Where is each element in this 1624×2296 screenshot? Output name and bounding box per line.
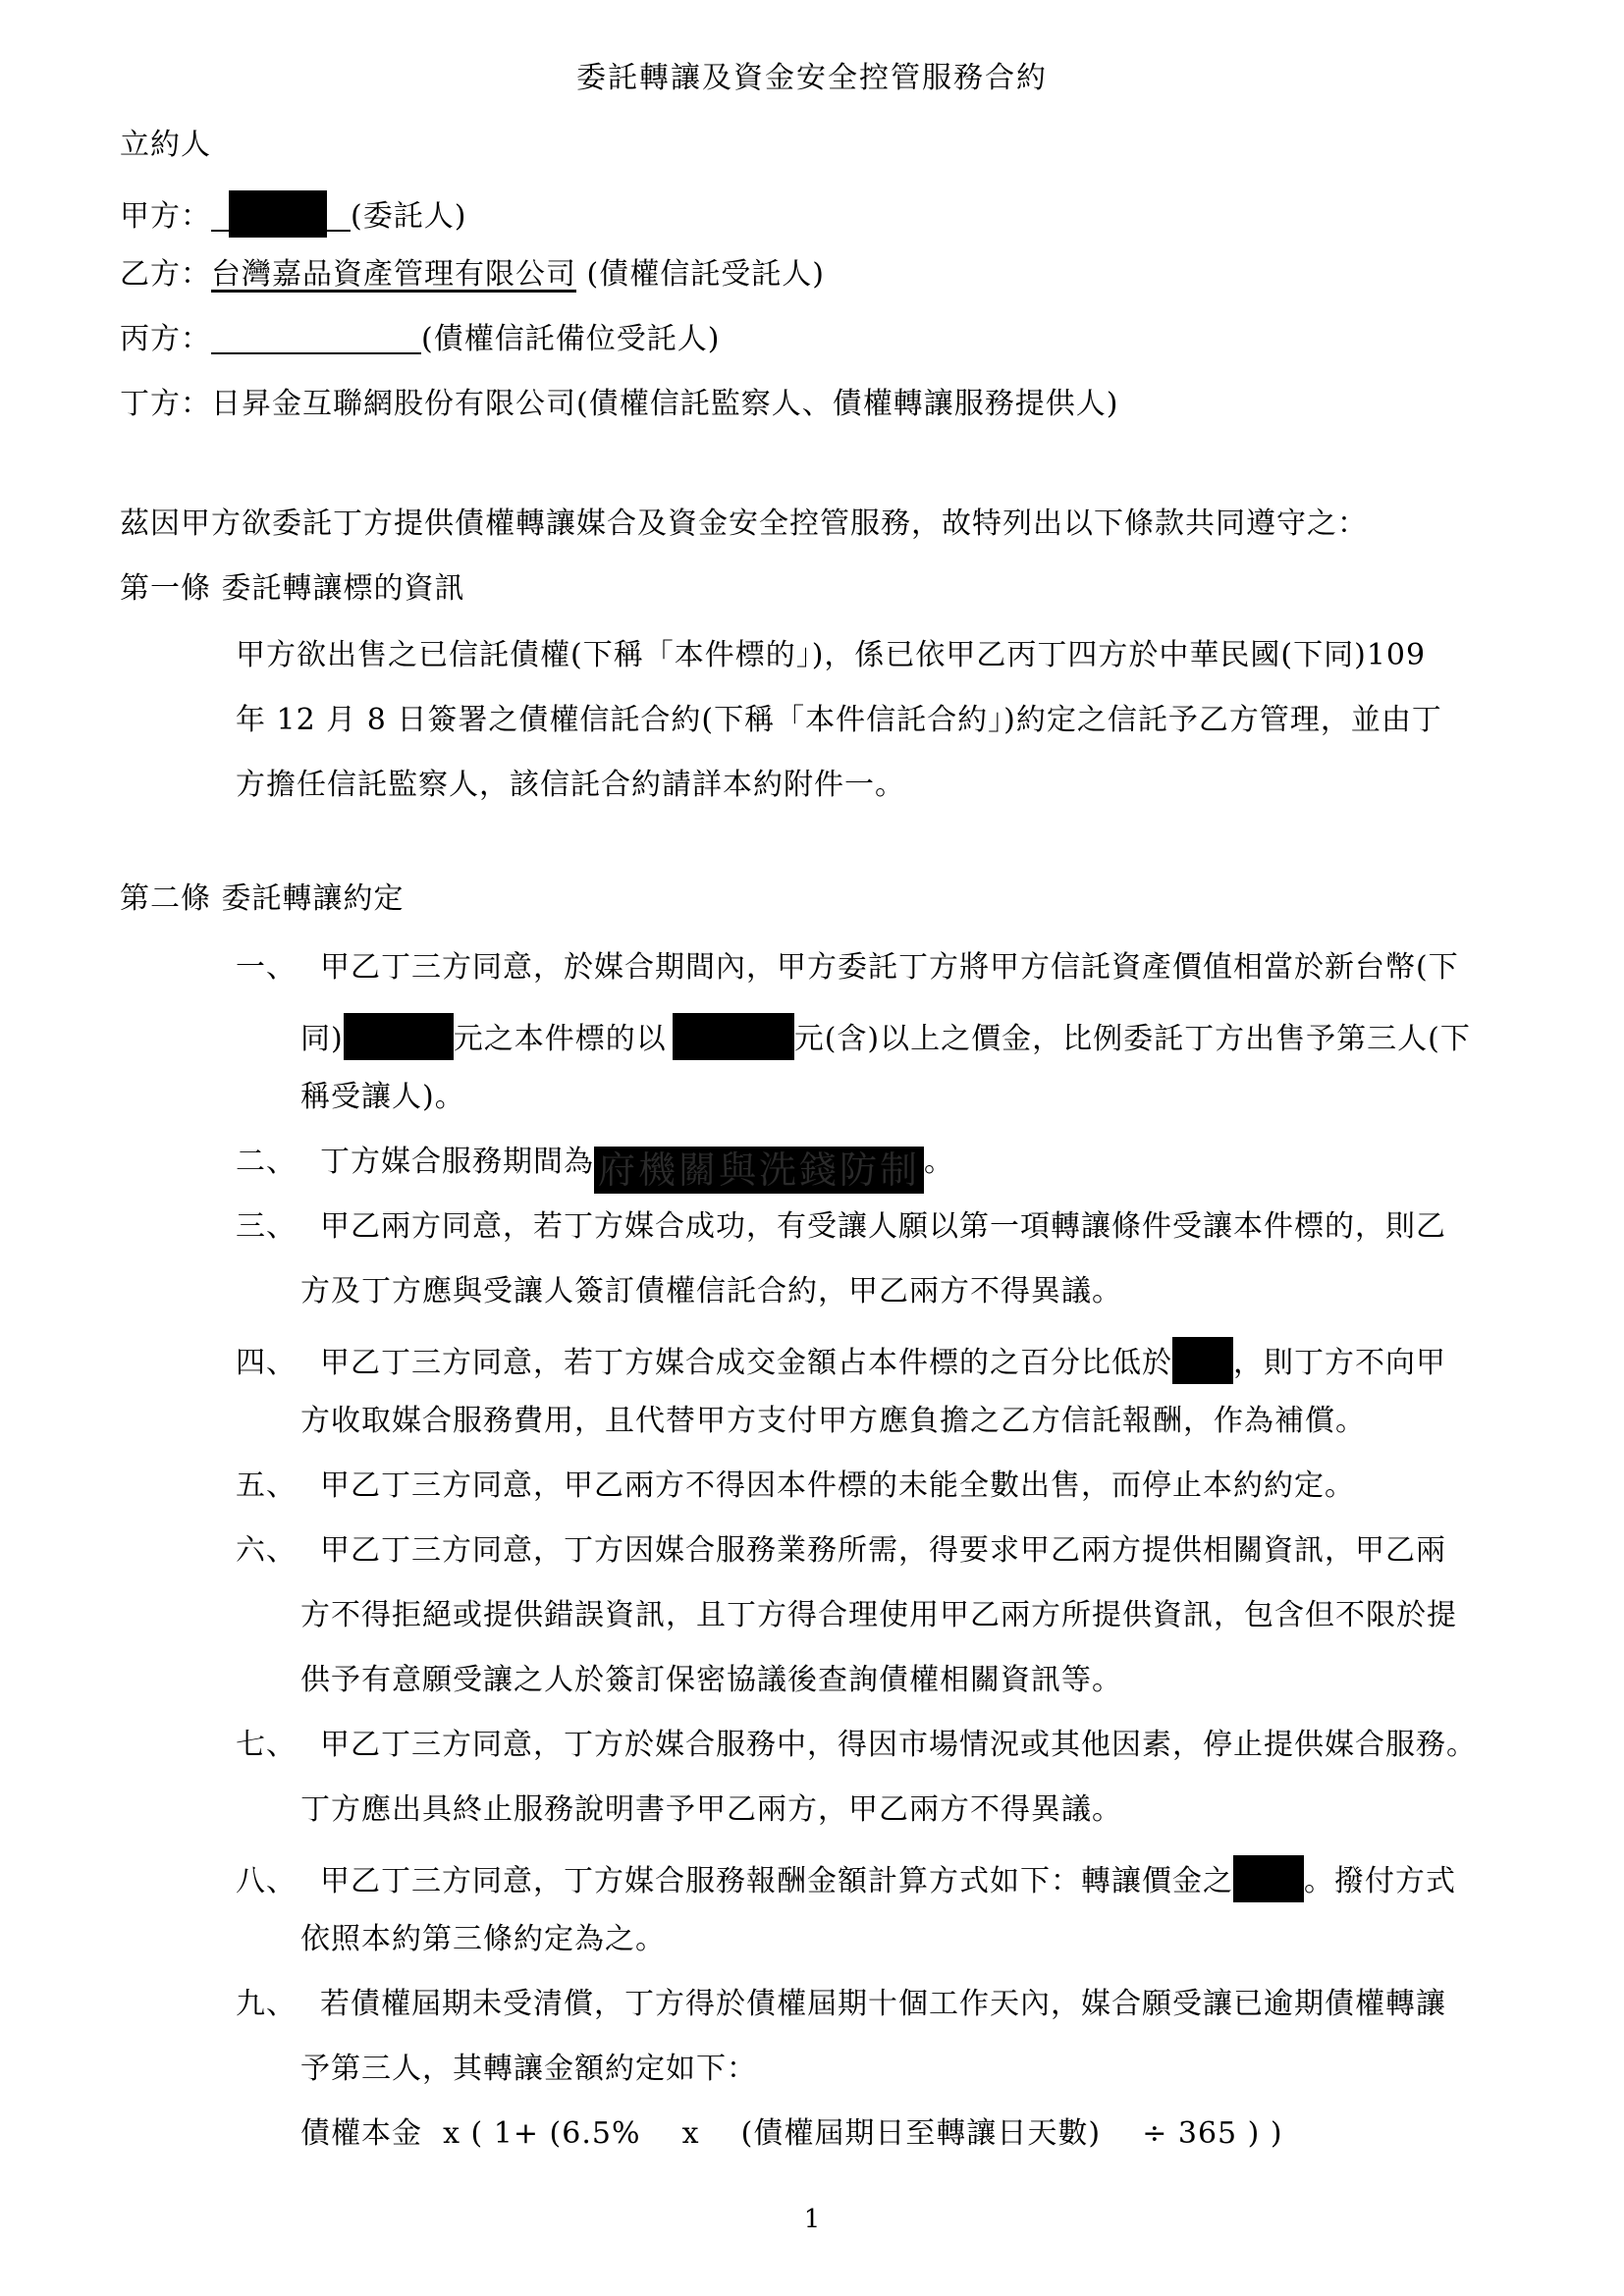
- redaction-block: [1233, 1855, 1304, 1902]
- intro-paragraph: 茲因甲方欲委託丁方提供債權轉讓媒合及資金安全控管服務，故特列出以下條款共同遵守之：: [120, 507, 1368, 541]
- party-c-role: (債權信託備位受託人): [421, 322, 721, 356]
- item-number: 二、: [236, 1145, 297, 1179]
- item-number: 九、: [236, 1987, 297, 2021]
- party-c-line: [120, 320, 720, 359]
- item6-line-3: 供予有意願受讓之人於簽訂保密協議後查詢債權相關資訊等。: [300, 1663, 1122, 1697]
- item-number: 五、: [236, 1468, 297, 1503]
- item6-line-1: 六、 甲乙丁三方同意，丁方因媒合服務業務所需，得要求甲乙兩方提供相關資訊，甲乙兩: [236, 1531, 1446, 1571]
- item4-line-2: 方收取媒合服務費用，且代替甲方支付甲方應負擔之乙方信託報酬，作為補償。: [300, 1404, 1366, 1438]
- redaction-block: [344, 1013, 454, 1060]
- item3-line-2: 方及丁方應與受讓人簽訂債權信託合約，甲乙兩方不得異議。: [300, 1274, 1122, 1308]
- parties-heading: 立約人: [120, 128, 211, 162]
- party-a-role: (委託人): [351, 199, 467, 234]
- party-b-line: [120, 255, 825, 294]
- party-b-name: 台灣嘉品資產管理有限公司: [211, 257, 576, 292]
- redaction-block: [1172, 1337, 1233, 1384]
- item1-line-2: 同) 元之本件標的以 元(含)以上之價金，比例委託丁方出售予第三人(下: [300, 1013, 1471, 1060]
- party-a-line: [120, 190, 466, 238]
- article1-line-1: 甲方欲出售之已信託債權(下稱「本件標的」)，係已依甲乙丙丁四方於中華民國(下同)109: [236, 638, 1427, 672]
- item1-line-3: 稱受讓人)。: [300, 1080, 465, 1114]
- item7-line-1: 七、 甲乙丁三方同意，丁方於媒合服務中，得因市場情況或其他因素，停止提供媒合服務。: [236, 1726, 1477, 1765]
- item3-line-1: 三、 甲乙兩方同意，若丁方媒合成功，有受讓人願以第一項轉讓條件受讓本件標的，則乙: [236, 1207, 1446, 1247]
- item9-line-2: 予第三人，其轉讓金額約定如下：: [300, 2052, 757, 2086]
- item-number: 六、: [236, 1533, 297, 1568]
- item4-line-1: 四、 甲乙丁三方同意，若丁方媒合成交金額占本件標的之百分比低於 ，則丁方不向甲: [236, 1337, 1446, 1384]
- party-c-prefix: 丙方：: [120, 322, 211, 356]
- item5-line-1: 五、 甲乙丁三方同意，甲乙兩方不得因本件標的未能全數出售，而停止本約約定。: [236, 1467, 1355, 1506]
- item8-line-2: 依照本約第三條約定為之。: [300, 1922, 666, 1956]
- article1-line-3: 方擔任信託監察人，該信託合約請詳本約附件一。: [236, 768, 905, 802]
- item-number: 四、: [236, 1346, 297, 1380]
- redaction-block: [229, 190, 327, 238]
- party-d-line: 丁方：日昇金互聯網股份有限公司(債權信託監察人、債權轉讓服務提供人): [120, 387, 1119, 421]
- article2-heading: 第二條 委託轉讓約定: [120, 881, 405, 916]
- item9-formula: 債權本金 x ( 1+ (6.5% x (債權屆期日至轉讓日天數) ÷ 365 ) ): [300, 2116, 1283, 2151]
- blank-line: [211, 323, 421, 354]
- item1-line-1: 一、 甲乙丁三方同意，於媒合期間內，甲方委託丁方將甲方信託資產價值相當於新台幣(下: [236, 948, 1459, 988]
- party-b-prefix: 乙方：: [120, 257, 211, 292]
- item6-line-2: 方不得拒絕或提供錯誤資訊，且丁方得合理使用甲乙兩方所提供資訊，包含但不限於提: [300, 1598, 1457, 1632]
- page-number: 1: [803, 2205, 821, 2234]
- redacted-watermark-text: 府機關與洗錢防制: [594, 1147, 924, 1194]
- article1-heading: 第一條 委託轉讓標的資訊: [120, 571, 465, 606]
- item9-line-1: 九、 若債權屆期未受清償，丁方得於債權屆期十個工作天內，媒合願受讓已逾期債權轉讓: [236, 1985, 1446, 2024]
- item7-line-2: 丁方應出具終止服務說明書予甲乙兩方，甲乙兩方不得異議。: [300, 1792, 1122, 1827]
- party-b-role: (債權信託受託人): [576, 257, 825, 292]
- item-number: 七、: [236, 1728, 297, 1762]
- article1-line-2: 年 12 月 8 日簽署之債權信託合約(下稱「本件信託合約」)約定之信託予乙方管理，並由丁: [236, 703, 1442, 737]
- document-title: 委託轉讓及資金安全控管服務合約: [576, 61, 1048, 95]
- item-number: 八、: [236, 1864, 297, 1898]
- item2-line-1: 二、 丁方媒合服務期間為 府機關與洗錢防制 。: [236, 1145, 955, 1192]
- item8-line-1: 八、 甲乙丁三方同意，丁方媒合服務報酬金額計算方式如下：轉讓價金之 。撥付方式: [236, 1855, 1456, 1902]
- party-a-prefix: 甲方：: [120, 199, 211, 234]
- redaction-block: [673, 1013, 794, 1060]
- item-number: 三、: [236, 1209, 297, 1244]
- item-number: 一、: [236, 950, 297, 985]
